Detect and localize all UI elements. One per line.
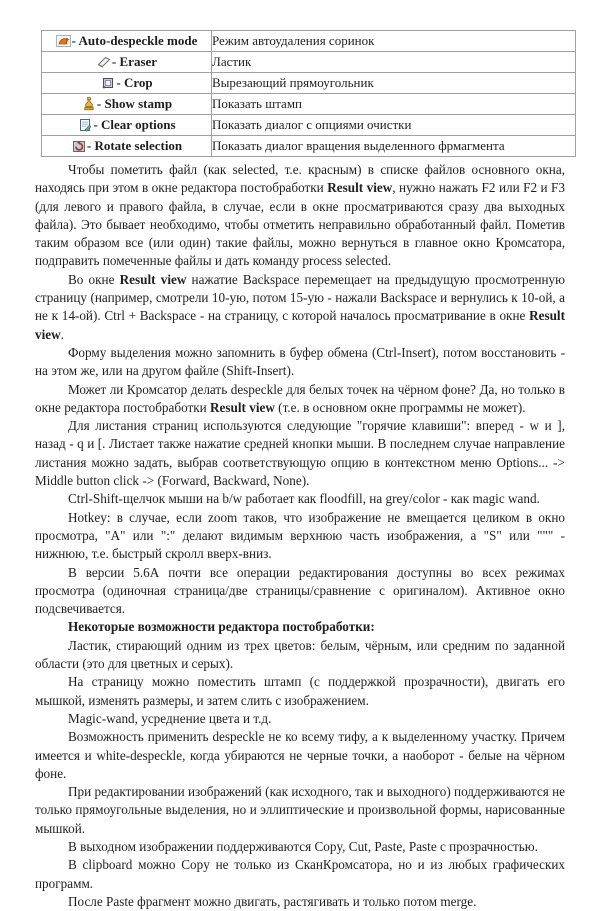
legend-row-rotate-selection (42, 136, 576, 157)
legend-row-crop (42, 73, 576, 94)
paragraph: При редактировании изображений (как исходного, так и выходного) поддерживаются не только прямоугольные выделения, но и эллиптические и произвольной формы, нарисованные мышкой. (35, 784, 565, 836)
auto-despeckle-icon (56, 33, 72, 49)
legend-desc: Показать штамп (212, 94, 576, 115)
legend-separator: - (93, 117, 98, 132)
paragraph: Ctrl-Shift-щелчок мыши на b/w работает как floodfill, на grey/color - как magic wand. (68, 491, 540, 507)
paragraph: Во окне Result view нажатие Backspace перемещает на предыдущую просмотренную страницу (например, смотрели 10-ую, потом 15-ую - нажали Backspace и вернулись к 10-ой, а не к 14-ой). Ctrl + Backspace - на страницу, с которой началось просматривание в окне Result view. (35, 271, 566, 342)
paragraph: Ластик, стирающий одним из трех цветов: белым, чёрным, или средним по заданной области (это для цветных и серых). (35, 637, 565, 672)
paragraph: Hotkey: в случае, если zoom таков, что изображение не вмещается целиком в окно просмотра, "A" или ":" делают видимым верхнюю часть изображения, а "S" или """ - нижнюю, т.е. быстрый скролл вверх-вниз. (35, 509, 565, 562)
document-page (0, 30, 600, 909)
legend-separator: - (111, 54, 117, 69)
legend-separator: - (71, 33, 76, 48)
legend-label: Eraser (119, 54, 158, 69)
legend-row-clear-options (42, 115, 576, 136)
legend-label: Show stamp (104, 96, 173, 111)
legend-desc: Показать диалог вращения выделенного фрмагмента (212, 136, 576, 157)
paragraph-heading: Некоторые возможности редактора постобработки: (68, 619, 375, 635)
paragraph: Возможность применить despeckle не ко всему тифу, а к выделенному участку. Причем имеется и white-despeckle, когда убираются не черные точки, а наоборот - белые на чёрном фоне. (35, 729, 565, 781)
legend-row-auto-despeckle (42, 31, 576, 52)
paragraph: В clipboard можно Copy не только из СканКромсатора, но и из любых графических программ. (35, 857, 565, 891)
paragraph: Для листания страниц используются следующие "горячие клавиши": вперед - w и ], назад - q и [. Листает также нажатие средней кнопки мыши. В последнем случае направление листания можно задать, выбрав соответствующую опцию в контекстном меню Options... -> Middle button click -> (Forward, Backward, None). (35, 418, 565, 489)
legend-label: Clear options (101, 117, 176, 132)
legend-separator: - (86, 138, 92, 153)
legend-separator: - (116, 75, 121, 90)
legend-label: Crop (123, 75, 153, 90)
paragraph: На страницу можно поместить штамп (с поддержкой прозрачности), двигать его мышкой, изменять размеры, и затем слить с изображением. (35, 674, 565, 708)
legend-desc: Вырезающий прямоугольник (212, 73, 576, 94)
legend-label: Auto-despeckle mode (78, 33, 198, 48)
legend-row-show-stamp (42, 94, 576, 115)
paragraph: Форму выделения можно запомнить в буфер обмена (Ctrl-Insert), потом восстановить - на этом же, или на другом файле (Shift-Insert). (35, 344, 565, 379)
eraser-icon (96, 54, 112, 70)
legend-row-eraser (42, 52, 576, 73)
clear-options-icon (77, 117, 93, 133)
paragraph: Magic-wand, усреднение цвета и т.д. (68, 710, 272, 726)
paragraph: В версии 5.6А почти все операции редактирования доступны во всех режимах просмотра (одиночная страница/две страницы/сравнение с оригиналом). Активное окно подсвечивается. (35, 564, 565, 617)
paragraph: Чтобы пометить файл (как selected, т.е. красным) в списке файлов основного окна, находясь при этом в окне редактора постобработки Result view, нужно нажать F2 или F2 и F3 (для левого и правого файла, в случае, если в окне просматриваются сразу два выходных файла). Это бывает необходимо, чтобы отметить неправильно обработанный файл. Пометив таким образом все (или один) такие файлы, можно вернуться в главное окно Кромсатора, подправить помеченные файлы и дать команду process selected. (35, 162, 565, 269)
paragraph: В выходном изображении поддерживаются Copy, Cut, Paste, Paste с прозрачностью. (68, 838, 538, 854)
legend-desc: Режим автоудаления соринок (212, 31, 576, 52)
paragraph: После Paste фрагмент можно двигать, растягивать и только потом merge. (68, 893, 477, 909)
paragraph: Может ли Кромсатор делать despeckle для белых точек на чёрном фоне? Да, но только в окне редактора постобработки Result view (т.е. в основном окне программы не может). (35, 381, 565, 415)
body-text (35, 161, 565, 911)
legend-label: Rotate selection (94, 138, 183, 153)
toolbar-legend-table (41, 30, 576, 157)
legend-separator: - (96, 96, 102, 111)
show-stamp-icon (81, 96, 97, 112)
crop-icon (100, 75, 116, 91)
rotate-selection-icon (71, 138, 87, 154)
legend-desc: Показать диалог с опциями очистки (212, 115, 576, 136)
legend-desc: Ластик (212, 52, 576, 73)
